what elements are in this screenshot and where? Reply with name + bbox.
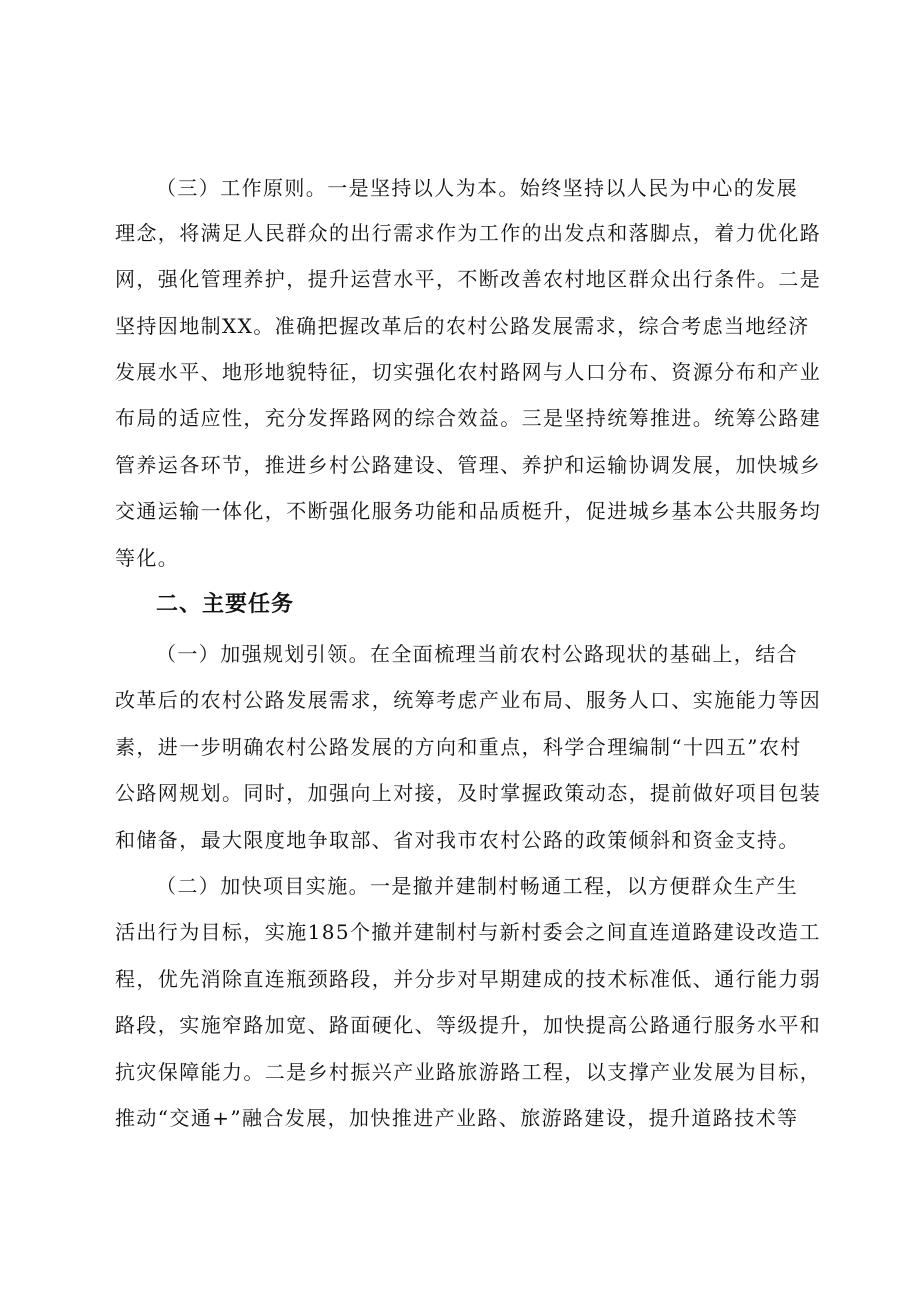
paragraph-line: 公路网规划。同时，加强向上对接，及时掌握政策动态，提前做好项目包装 bbox=[115, 781, 822, 805]
paragraph-line: 理念，将满足人民群众的出行需求作为工作的出发点和落脚点，着力优化路 bbox=[115, 221, 822, 245]
paragraph-line: 交通运输一体化，不断强化服务功能和品质梃升，促进城乡基本公共服务均 bbox=[115, 499, 822, 523]
paragraph-line: 等化。 bbox=[115, 546, 180, 570]
paragraph-line: （二）加快项目实施。一是撤并建制村畅通工程，以方便群众生产生 bbox=[156, 874, 798, 898]
paragraph-line: 路段，实施窄路加宽、路面硬化、等级提升，加快提高公路通行服务水平和 bbox=[115, 1013, 822, 1037]
paragraph-line: 网，强化管理养护，提升运营水平，不断改善农村地区群众出行条件。二是 bbox=[115, 267, 822, 291]
paragraph-line: 和储备，最大限度地争取部、省对我市农村公路的政策倾斜和资金支持。 bbox=[115, 828, 800, 852]
paragraph-line: 活出行为目标，实施185个撤并建制村与新村委会之间直连道路建设改造工 bbox=[115, 920, 821, 944]
paragraph-line: 坚持因地制XX。准确把握改革后的农村公路发展需求，综合考虑当地经济 bbox=[115, 314, 810, 338]
paragraph-line: 布局的适应性，充分发挥路网的综合效益。三是坚持统筹推进。统筹公路建 bbox=[115, 406, 822, 430]
paragraph-line: （三）工作原则。一是坚持以人为本。始终坚持以人民为中心的发展 bbox=[156, 176, 798, 200]
paragraph-line: 改革后的农村公路发展需求，统筹考虑产业布局、服务人口、实施能力等因 bbox=[115, 688, 822, 712]
paragraph-line: 管养运各环节，推进乡村公路建设、管理、养护和运输协调发展，加快城乡 bbox=[115, 453, 822, 477]
paragraph-line: 发展水平、地形地貌特征，切实强化农村路网与人口分布、资源分布和产业 bbox=[115, 360, 822, 384]
paragraph-line: （一）加强规划引领。在全面梳理当前农村公路现状的基础上，结合 bbox=[156, 642, 798, 666]
section-heading: 二、主要任务 bbox=[156, 592, 295, 617]
paragraph-line: 程，优先消除直连瓶颈路段，并分步对早期建成的技术标准低、通行能力弱 bbox=[115, 967, 822, 991]
paragraph-line: 素，进一步明确农村公路发展的方向和重点，科学合理编制“十四五”农村 bbox=[115, 735, 802, 759]
paragraph-line: 推动“交通+”融合发展，加快推进产业路、旅游路建设，提升道路技术等 bbox=[115, 1106, 799, 1130]
paragraph-line: 抗灾保障能力。二是乡村振兴产业路旅游路工程，以支撑产业发展为目标， bbox=[115, 1060, 822, 1084]
